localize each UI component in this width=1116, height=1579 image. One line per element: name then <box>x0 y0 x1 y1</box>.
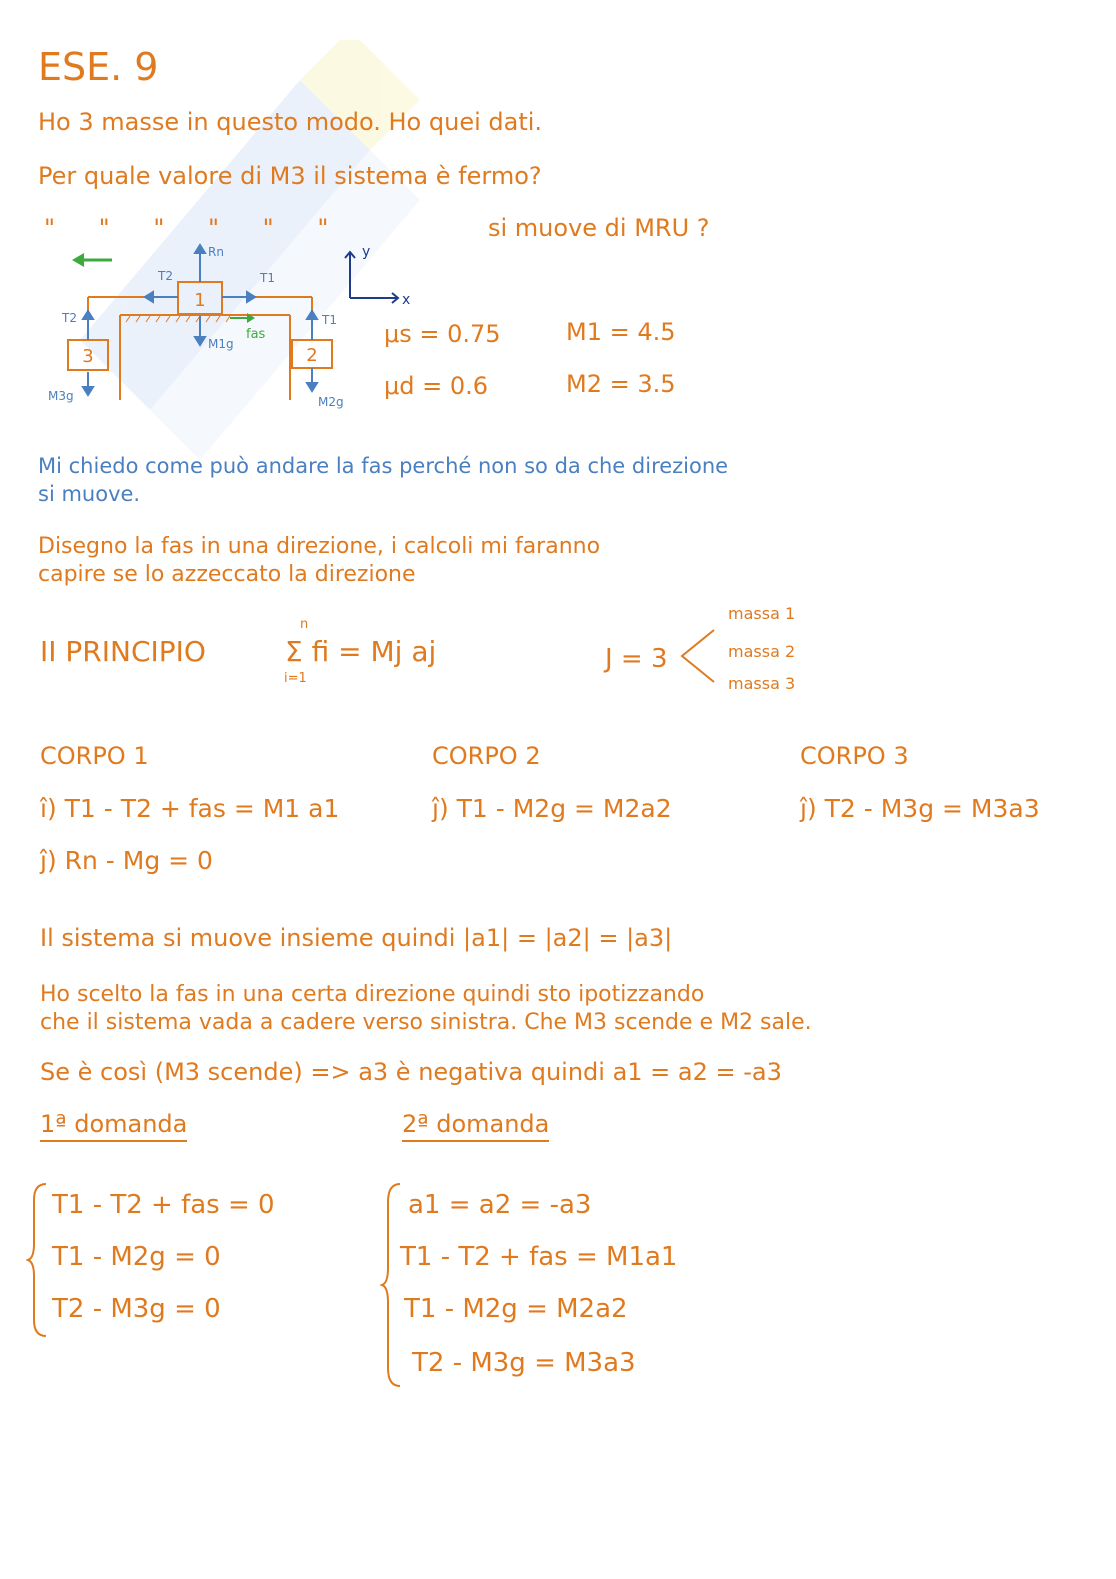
mu-s-value: μs = 0.75 <box>384 320 501 348</box>
reasoning-line-3: Se è così (M3 scende) => a3 è negativa quindi a1 = a2 = -a3 <box>40 1058 782 1086</box>
q1-eq-1: T1 - T2 + fas = 0 <box>52 1190 275 1220</box>
q2-eq-4: T2 - M3g = M3a3 <box>412 1348 636 1378</box>
q2-label: 2ª domanda <box>402 1112 549 1142</box>
fas-label: fas <box>246 327 266 342</box>
axis-x-label: x <box>402 292 411 308</box>
reasoning-line-2a: Ho scelto la fas in una certa direzione quindi sto ipotizzando <box>40 982 705 1007</box>
q1-eq-2: T1 - M2g = 0 <box>52 1242 221 1272</box>
t1-label-top: T1 <box>260 271 275 285</box>
body-2-eq: ĵ) T1 - M2g = M2a2 <box>432 794 672 823</box>
mass-2-label: 2 <box>306 345 318 366</box>
branch-symbol <box>678 620 718 690</box>
explain-line-2: capire se lo azzeccato la direzione <box>38 562 416 587</box>
body-1-eq-1: î) T1 - T2 + fas = M1 a1 <box>40 794 340 823</box>
branch-mass-1: massa 1 <box>728 604 796 623</box>
note-line-1: Mi chiedo come può andare la fas perché non so da che direzione <box>38 454 729 478</box>
t1-label-right: T1 <box>322 313 337 327</box>
q1-brace <box>26 1180 50 1340</box>
principle-formula: Σ fi = Mj aj <box>285 635 437 668</box>
m2g-label: M2g <box>318 395 344 409</box>
rn-label: Rn <box>208 245 224 259</box>
explain-line-1: Disegno la fas in una direzione, i calcoli mi faranno <box>38 534 601 559</box>
t2-label-left: T2 <box>62 311 77 325</box>
body-3-title: CORPO 3 <box>800 742 909 770</box>
m1g-label: M1g <box>208 337 234 351</box>
sum-top: n <box>300 617 309 632</box>
page-title: ESE. 9 <box>38 45 159 89</box>
body-3-eq: ĵ) T2 - M3g = M3a3 <box>800 794 1040 823</box>
body-1-title: CORPO 1 <box>40 742 149 770</box>
q2-eq-2: T1 - T2 + fas = M1a1 <box>400 1242 678 1272</box>
q1-label: 1ª domanda <box>40 1112 187 1142</box>
intro-line-3-end: si muove di MRU ? <box>488 214 710 242</box>
mu-d-value: μd = 0.6 <box>384 372 489 400</box>
sum-bottom: i=1 <box>284 671 307 686</box>
t2-label-top: T2 <box>158 269 173 283</box>
axis-y-label: y <box>362 244 371 260</box>
m3g-label: M3g <box>48 389 74 403</box>
note-line-2: si muove. <box>38 482 141 506</box>
principle-label: II PRINCIPIO <box>40 635 206 668</box>
q2-brace <box>380 1180 404 1390</box>
intro-line-1: Ho 3 masse in questo modo. Ho quei dati. <box>38 108 543 136</box>
q2-eq-3: T1 - M2g = M2a2 <box>404 1294 628 1324</box>
q1-eq-3: T2 - M3g = 0 <box>52 1294 221 1324</box>
reasoning-line-2b: che il sistema vada a cadere verso sinistra. Che M3 scende e M2 sale. <box>40 1010 812 1035</box>
m1-value: M1 = 4.5 <box>566 318 676 346</box>
body-2-title: CORPO 2 <box>432 742 541 770</box>
reasoning-line-1: Il sistema si muove insieme quindi |a1| = |a2| = |a3| <box>40 924 673 952</box>
m2-value: M2 = 3.5 <box>566 370 676 398</box>
j-equals: J = 3 <box>605 644 668 674</box>
intro-line-2: Per quale valore di M3 il sistema è fermo? <box>38 162 542 190</box>
q2-eq-1: a1 = a2 = -a3 <box>408 1190 592 1220</box>
body-1-eq-2: ĵ) Rn - Mg = 0 <box>40 846 213 875</box>
branch-mass-2: massa 2 <box>728 642 796 661</box>
intro-line-3-ditto: " " " " " " <box>44 214 347 242</box>
mass-1-label: 1 <box>194 290 206 311</box>
branch-mass-3: massa 3 <box>728 674 796 693</box>
mass-3-label: 3 <box>82 346 94 367</box>
